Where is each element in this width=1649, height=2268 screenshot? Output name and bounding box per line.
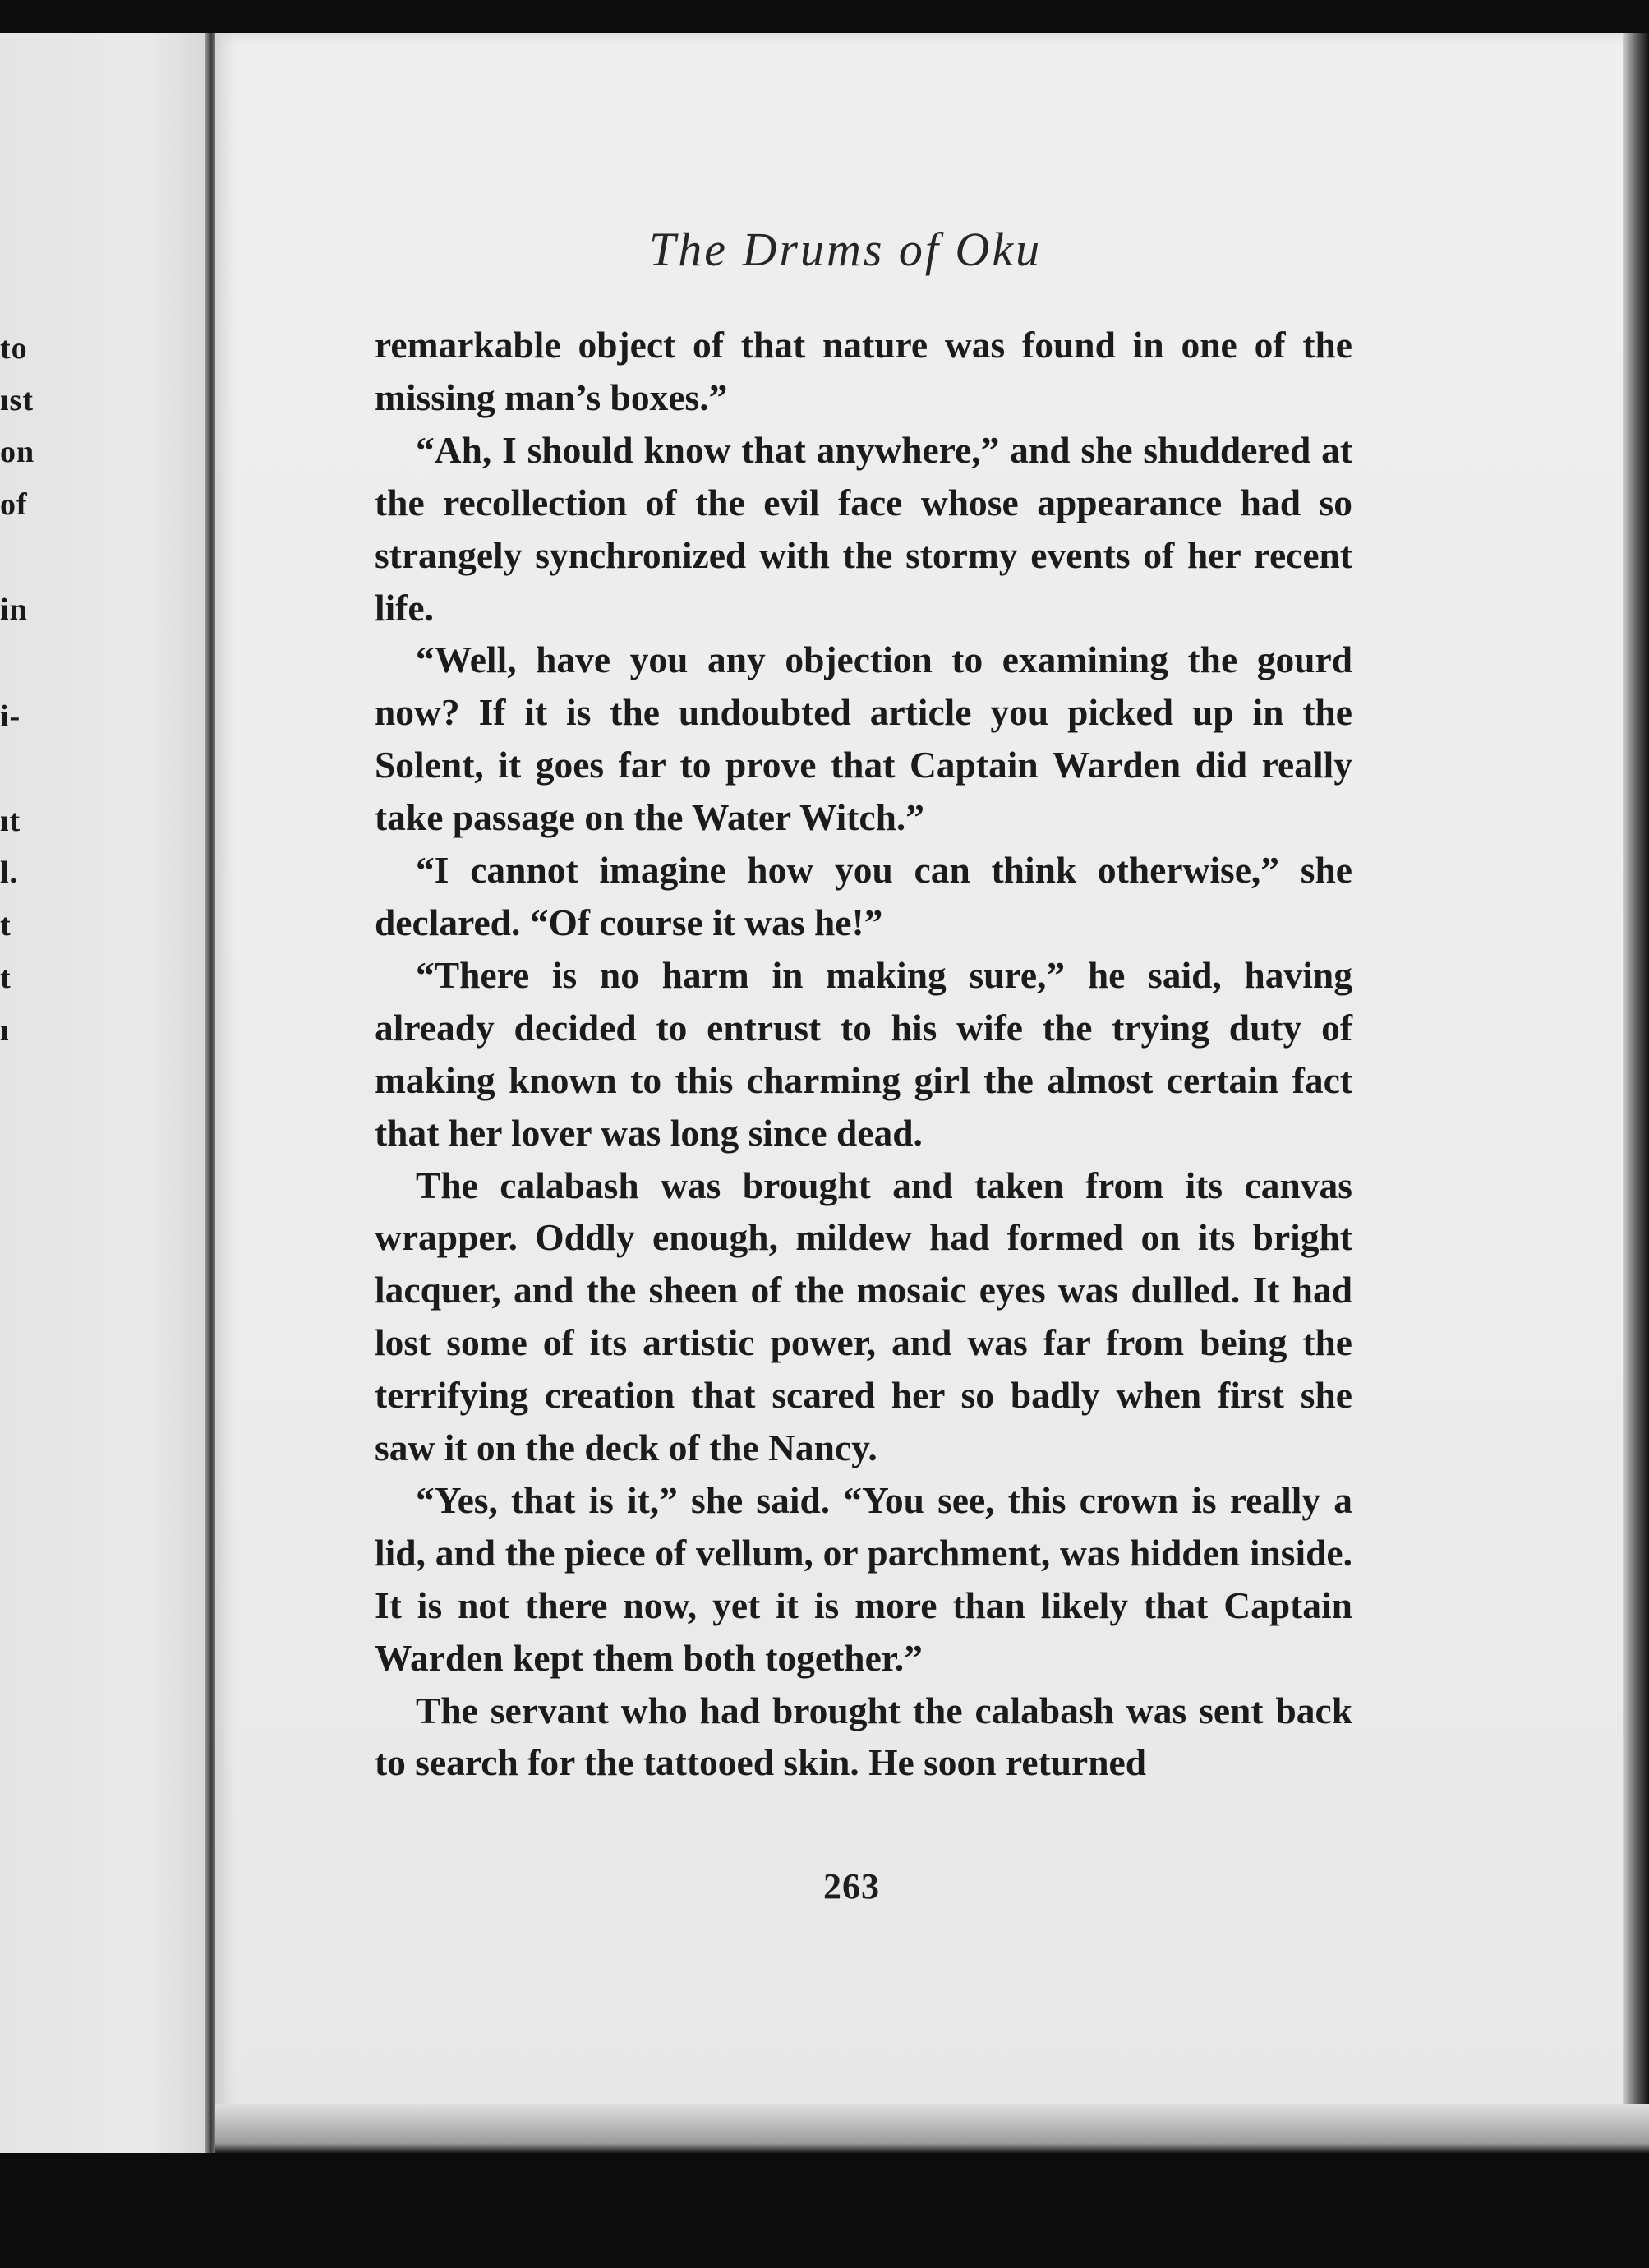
left-page-fragment: t xyxy=(0,961,12,995)
left-page-fragment: t xyxy=(0,908,12,943)
left-page-fragment: in xyxy=(0,592,28,627)
page-bottom-curl xyxy=(215,2104,1649,2153)
page-number: 263 xyxy=(823,1866,880,1906)
paragraph: remarkable object of that nature was found in one of the missing man’s boxes.” xyxy=(375,324,1352,418)
body-text xyxy=(375,319,1352,1789)
left-page-fragment: on xyxy=(0,435,35,469)
paragraph: The servant who had brought the calabash was sent back to search for the tattooed skin. He soon returned xyxy=(375,1689,1352,1784)
left-page-fragment: of xyxy=(0,487,28,522)
left-page-fragment: l. xyxy=(0,855,19,890)
paragraph: “Yes, that is it,” she said. “You see, this crown is really a lid, and the piece of vellum, or parchment, was hidden inside. It is not there now, yet it is more than likely that Captain Warden kept them both together.” xyxy=(375,1478,1352,1679)
running-head: The Drums of Oku xyxy=(649,223,1043,276)
page-edge-shadow xyxy=(1623,33,1649,2153)
left-page-fragment: ıt xyxy=(0,804,21,838)
left-page-fragment: to xyxy=(0,331,28,366)
paragraph: “Well, have you any objection to examining the gourd now? If it is the undoubted article you picked up in the Solent, it goes far to prove that Captain Warden did really take passage on the Water Witch.” xyxy=(375,638,1352,839)
paragraph: “There is no harm in making sure,” he said, having already decided to entrust to his wife the trying duty of making known to this charming girl the almost certain fact that her lover was long since dead. xyxy=(375,953,1352,1154)
left-page-fragment: ıst xyxy=(0,383,34,417)
left-page-fragment: ı xyxy=(0,1013,10,1048)
paragraph: The calabash was brought and taken from its canvas wrapper. Oddly enough, mildew had formed on its bright lacquer, and the sheen of the mosaic eyes was dulled. It had lost some of its artistic power, and was far from being the terrifying creation that scared her so badly when first she saw it on the deck of the Nancy. xyxy=(375,1164,1352,1469)
paragraph: “I cannot imagine how you can think otherwise,” she declared. “Of course it was he!” xyxy=(375,849,1352,943)
left-page-fragment: i- xyxy=(0,699,21,734)
paragraph: “Ah, I should know that anywhere,” and she shuddered at the recollection of the evil face whose appearance had so strangely synchronized with the stormy events of her recent life. xyxy=(375,428,1352,629)
left-page xyxy=(0,33,212,2153)
